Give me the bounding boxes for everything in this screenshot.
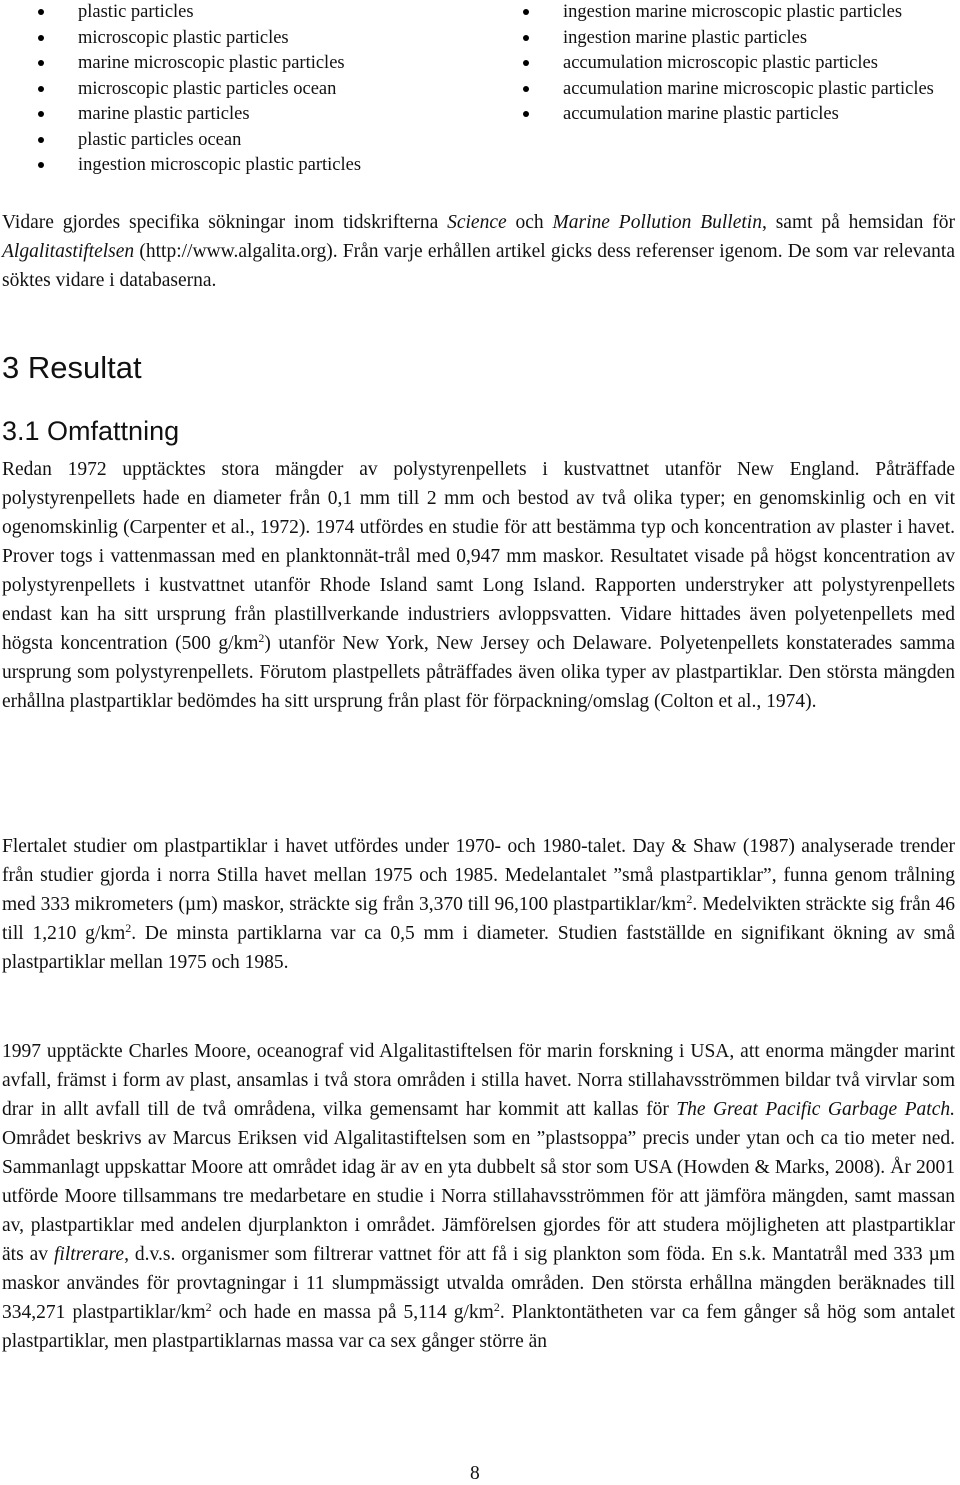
paragraph-text: Området beskrivs av Marcus Eriksen vid Algalitastiftelsen som en ”plastsoppa” precis under ytan och ca tio meter ned. Sammanlagt uppskattar Moore att området idag är av en yta dubbelt så stor som USA (Howden & Marks, 2008). År 2001 utförde Moore tillsammans tre medarbetare en studie i Norra stillahavsströmmen för att jämföra mängden, samt massan av, plastpartiklar med andelen djurplankton i området. Jämförelsen gjordes för att studera möjligheten att plastpartiklar äts av	[2, 1128, 955, 1265]
paragraph-text: . De minsta partiklarna var ca 0,5 mm i diameter. Studien fastställde en signifikant ökning av små plastpartiklar mellan 1975 och 1985.	[2, 923, 955, 973]
paragraph-text: Redan 1972 upptäcktes stora mängder av polystyrenpellets i kustvattnet utanför New England. Påträffade polystyrenpellets hade en diameter från 0,1 mm till 2 mm och bestod av två olika typer; en genomskinlig och en vit ogenomskinlig (Carpenter et al., 1972). 1974 utfördes en studie för att bestämma typ och koncentration av plaster i havet. Prover togs i vattenmassan med en planktonnät-trål med 0,947 mm maskor. Resultatet visade på högst koncentration av polystyrenpellets i kustvattnet utanför Rhode Island samt Long Island. Rapporten understryker att polystyrenpellets endast kan ha sitt ursprung från plastillverkande industriers avloppsvatten. Vidare hittades även polyetenpellets med högsta koncentration (500 g/km	[2, 459, 955, 654]
superscript: 2	[686, 892, 693, 906]
keyword-item: ingestion microscopic plastic particles	[38, 153, 438, 179]
keyword-item: microscopic plastic particles ocean	[38, 77, 438, 103]
intro-text: Vidare gjordes specifika sökningar inom tidskrifterna	[2, 212, 448, 233]
journal-name: Science	[447, 212, 507, 233]
keyword-item: accumulation microscopic plastic particles	[523, 51, 943, 77]
intro-paragraph	[2, 208, 955, 295]
results-paragraph-3	[2, 1037, 955, 1356]
keyword-item: plastic particles ocean	[38, 128, 438, 154]
paragraph-text: ) utanför New York, New Jersey och Delaware. Polyetenpellets konstaterades samma ursprung som polystyrenpellets. Förutom plastpellets påträffades även olika typer av plastpartiklar. Den största mängden erhållna plastpartiklar bedömdes ha sitt ursprung från plast för förpackning/omslag (Colton et al., 1974).	[2, 633, 955, 712]
superscript: 2	[125, 921, 132, 935]
paragraph-text: . Medelvikten sträckte sig från 46 till 1,210 g/km	[2, 894, 956, 944]
keyword-item: microscopic plastic particles	[38, 26, 438, 52]
paragraph-text: , d.v.s. organismer som filtrerar vattnet för att få i sig plankton som föda. En s.k. Mantatrål med 333 µm maskor användes för provtagningar i 11 slumpmässigt utvalda områden. Den största erhållna mängden beräknades till 334,271 plastpartiklar/km	[2, 1244, 955, 1323]
intro-text: (http://www.algalita.org). Från varje erhållen artikel gicks dess referenser igenom. De som var relevanta söktes vidare i databaserna.	[2, 241, 955, 291]
subsection-heading: 3.1 Omfattning	[2, 416, 180, 446]
keyword-list-right	[523, 0, 943, 128]
superscript: 2	[493, 1300, 500, 1314]
keyword-item: marine plastic particles	[38, 102, 438, 128]
section-heading: 3 Resultat	[2, 350, 142, 385]
results-paragraph-2	[2, 832, 955, 977]
italic-term: The Great Pacific Garbage Patch.	[676, 1099, 955, 1120]
results-paragraph-1	[2, 455, 955, 716]
page-number: 8	[470, 1463, 480, 1484]
keyword-item: plastic particles	[38, 0, 438, 26]
superscript: 2	[205, 1300, 212, 1314]
keyword-item: ingestion marine plastic particles	[523, 26, 943, 52]
paragraph-text: Flertalet studier om plastpartiklar i havet utfördes under 1970- och 1980-talet. Day & Shaw (1987) analyserade trender från studier gjorda i norra Stilla havet mellan 1975 och 1985. Medelantalet ”små plastpartiklar”, funna genom trålning med 333 mikrometers (µm) maskor, sträckte sig från 3,370 till 96,100 plastpartiklar/km	[2, 836, 955, 915]
organization-name: Algalitastiftelsen	[2, 241, 135, 262]
keyword-item: ingestion marine microscopic plastic particles	[523, 0, 943, 26]
intro-text: och	[506, 212, 553, 233]
paragraph-text: . Planktontätheten var ca fem gånger så hög som antalet plastpartiklar, men plastpartiklarnas massa var ca sex gånger större än	[2, 1302, 955, 1352]
keyword-item: accumulation marine microscopic plastic particles	[523, 77, 943, 103]
intro-text: , samt på hemsidan för	[761, 212, 955, 233]
superscript: 2	[258, 631, 265, 645]
italic-term: filtrerare	[54, 1244, 125, 1265]
paragraph-text: 1997 upptäckte Charles Moore, oceanograf vid Algalitastiftelsen för marin forskning i USA, att enorma mängder marint avfall, främst i form av plast, ansamlas i två stora områden i stilla havet. Norra stillahavsströmmen bildar två virvlar som drar in allt avfall till de två områdena, vilka gemensamt har kommit att kallas för	[2, 1041, 955, 1120]
paragraph-text: och hade en massa på 5,114 g/km	[211, 1302, 494, 1323]
keyword-item: marine microscopic plastic particles	[38, 51, 438, 77]
keyword-item: accumulation marine plastic particles	[523, 102, 943, 128]
keyword-list-left	[38, 0, 438, 179]
journal-name: Marine Pollution Bulletin	[552, 212, 762, 233]
